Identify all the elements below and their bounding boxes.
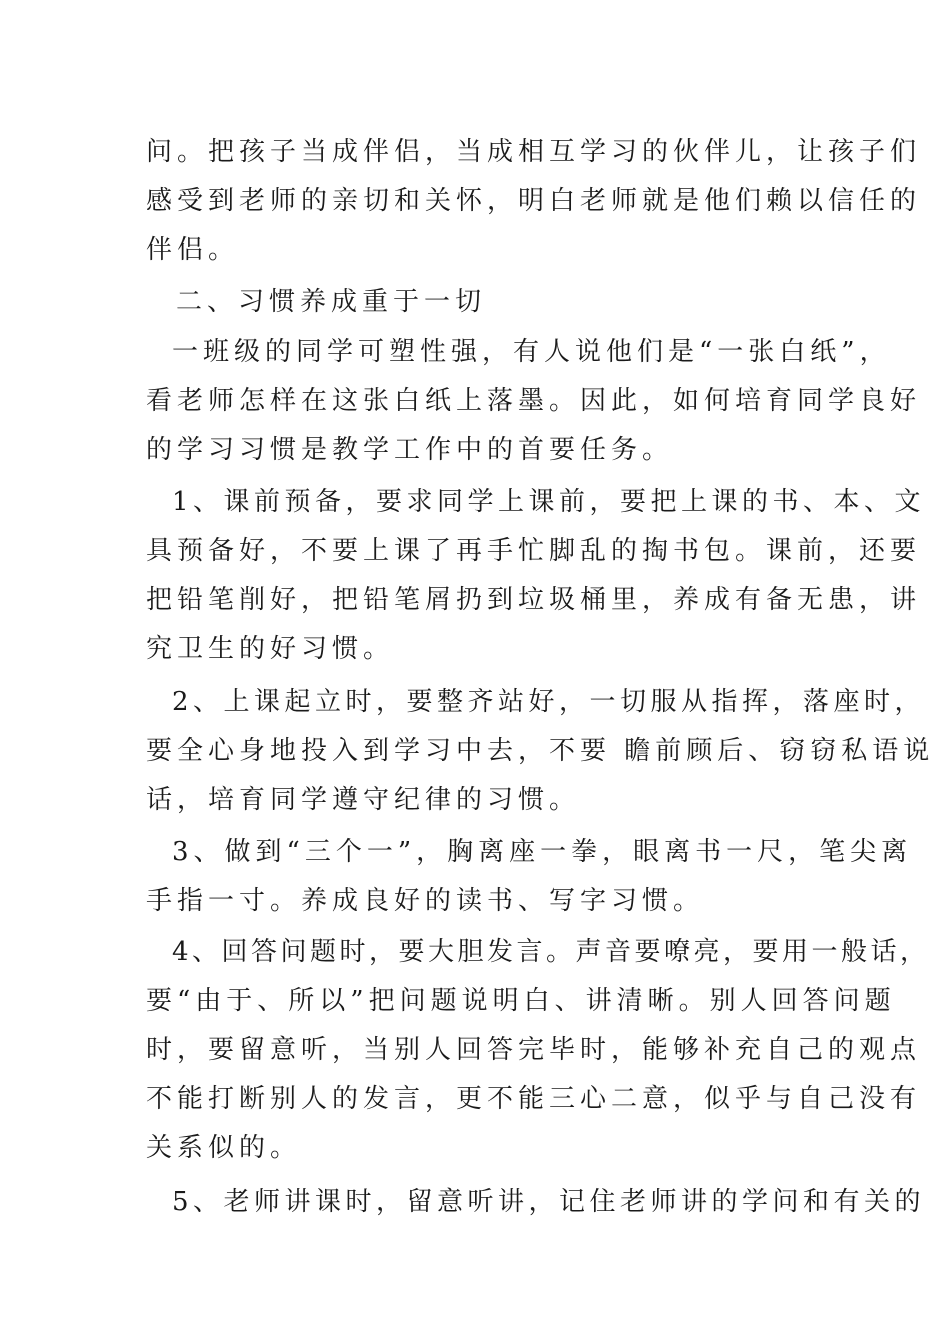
- text-line: 5、老师讲课时，留意听讲，记住老师讲的学问和有关的: [172, 1187, 926, 1217]
- section-heading: 二、习惯养成重于一切: [176, 287, 487, 317]
- text-line: 把铅笔削好，把铅笔屑扔到垃圾桶里，养成有备无患，讲: [146, 585, 922, 615]
- text-line: 感受到老师的亲切和关怀，明白老师就是他们赖以信任的: [146, 186, 922, 216]
- text-line: 关系似的。: [146, 1133, 302, 1163]
- text-line: 看老师怎样在这张白纸上落墨。因此，如何培育同学良好: [146, 386, 922, 416]
- text-line: 4、回答问题时，要大胆发言。声音要嘹亮，要用一般话，: [172, 937, 930, 967]
- text-line: 的学习习惯是教学工作中的首要任务。: [146, 435, 674, 465]
- text-line: 不能打断别人的发言，更不能三心二意，似乎与自己没有: [146, 1084, 922, 1114]
- text-line: 1、课前预备，要求同学上课前，要把上课的书、本、文: [172, 487, 926, 517]
- text-line: 话，培育同学遵守纪律的习惯。: [146, 785, 581, 815]
- text-line: 要全心身地投入到学习中去，不要 瞻前顾后、窃窃私语说: [146, 736, 935, 766]
- text-line: 问。把孩子当成伴侣，当成相互学习的伙伴儿，让孩子们: [146, 137, 922, 167]
- text-line: 手指一寸。养成良好的读书、写字习惯。: [146, 886, 705, 916]
- text-line: 究卫生的好习惯。: [146, 634, 395, 664]
- text-line: 3、做到“三个一”，胸离座一拳，眼离书一尺，笔尖离: [172, 837, 913, 867]
- text-line: 时，要留意听，当别人回答完毕时，能够补充自己的观点: [146, 1035, 922, 1065]
- text-line: 2、上课起立时，要整齐站好，一切服从指挥，落座时，: [172, 687, 926, 717]
- text-line: 具预备好，不要上课了再手忙脚乱的掏书包。课前，还要: [146, 536, 922, 566]
- text-line: 伴侣。: [146, 235, 240, 265]
- text-line: 一班级的同学可塑性强，有人说他们是“一张白纸”，: [172, 337, 891, 367]
- text-line: 要“由于、所以”把问题说明白、讲清晰。别人回答问题: [146, 986, 896, 1016]
